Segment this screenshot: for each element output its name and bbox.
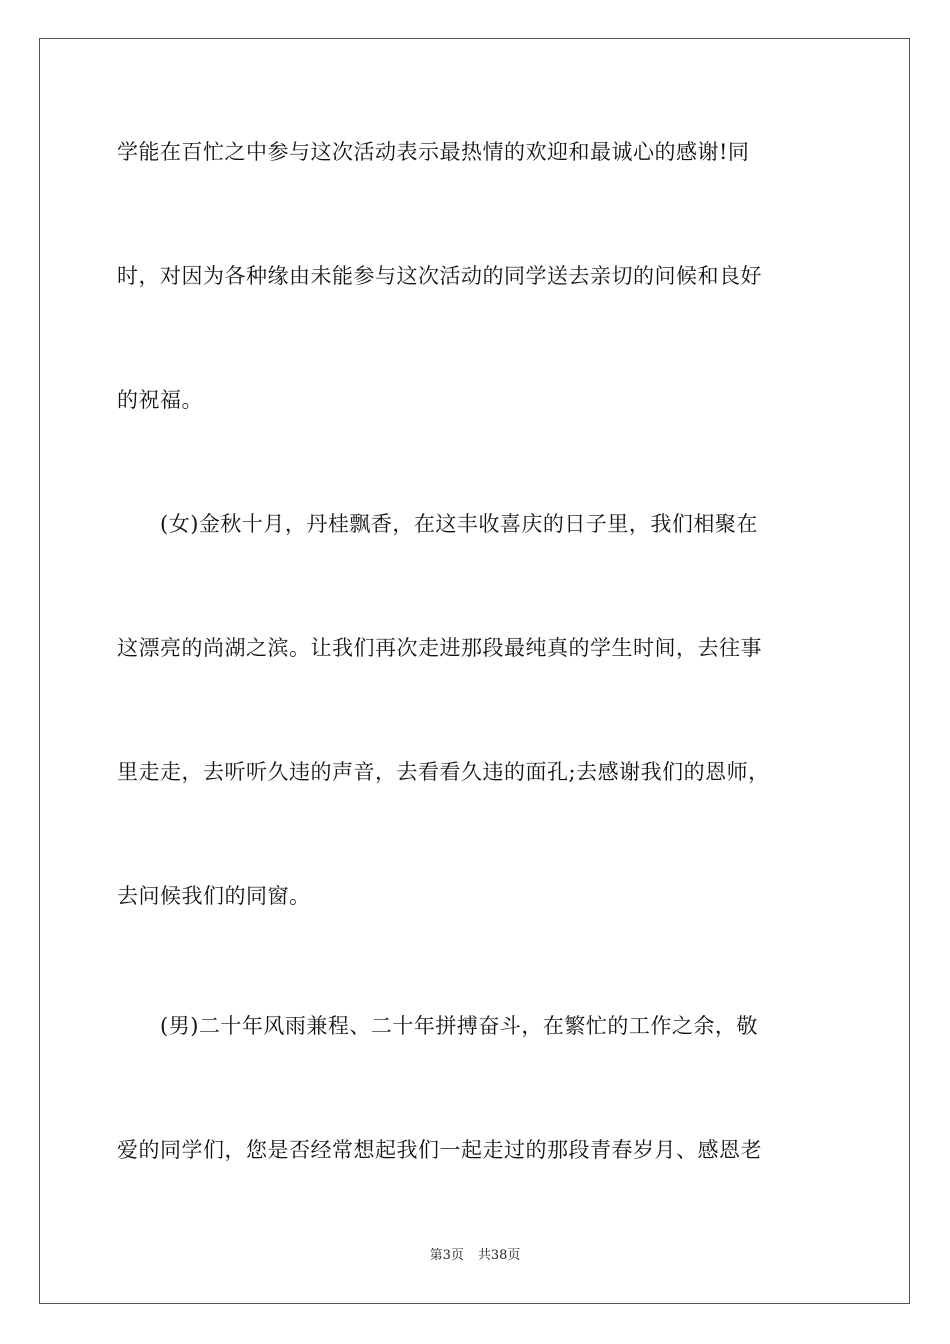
body-line-7: 去问候我们的同窗。 — [117, 884, 311, 908]
body-line-5: 这漂亮的尚湖之滨。让我们再次走进那段最纯真的学生时间，去往事 — [117, 636, 762, 660]
page-frame — [39, 38, 910, 1304]
body-line-8: (男)二十年风雨兼程、二十年拼搏奋斗，在繁忙的工作之余，敬 — [117, 1014, 758, 1038]
body-line-9: 爱的同学们，您是否经常想起我们一起走过的那段青春岁月、感恩老 — [117, 1138, 762, 1162]
page-number: 第3页 — [429, 1248, 464, 1263]
body-line-2: 时，对因为各种缘由未能参与这次活动的同学送去亲切的问候和良好 — [117, 264, 762, 288]
body-line-1: 学能在百忙之中参与这次活动表示最热情的欢迎和最诚心的感谢!同 — [117, 140, 750, 164]
page-footer — [0, 1247, 950, 1265]
body-line-3: 的祝福。 — [117, 388, 203, 412]
body-line-4: (女)金秋十月，丹桂飘香，在这丰收喜庆的日子里，我们相聚在 — [117, 512, 758, 536]
page-total: 共38页 — [477, 1248, 521, 1263]
body-line-6: 里走走，去听听久违的声音，去看看久违的面孔;去感谢我们的恩师， — [117, 760, 770, 784]
